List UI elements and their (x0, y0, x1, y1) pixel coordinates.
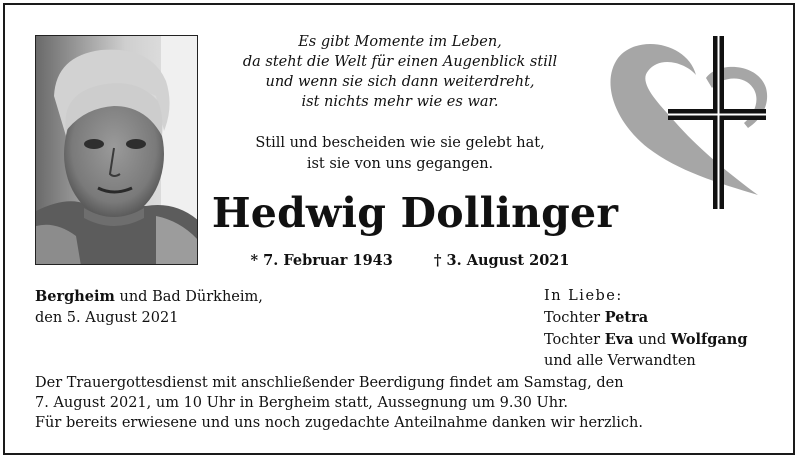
life-dates (200, 250, 620, 272)
relation-label: Tochter (544, 332, 605, 348)
quote-line: da steht die Welt für einen Augenblick still (242, 54, 558, 70)
mourner-name: Wolfgang (670, 331, 748, 348)
mourner-name: Eva (604, 331, 634, 348)
portrait-photo (35, 35, 198, 265)
town-rest: und Bad Dürkheim, (114, 289, 263, 305)
birth-date: * 7. Februar 1943 (250, 252, 393, 269)
cross-horizontal-gap (668, 114, 766, 116)
notice-line: 7. August 2021, um 10 Uhr in Bergheim statt, Aussegnung um 9.30 Uhr. (35, 395, 569, 411)
death-date: † 3. August 2021 (433, 252, 570, 269)
mourner-name: Petra (604, 309, 649, 326)
relation-label: Tochter (544, 310, 605, 326)
mourners-heading: In Liebe: (544, 288, 623, 304)
deceased-name: Hedwig Dollinger (211, 189, 619, 237)
quote-plain-line: ist sie von uns gegangen. (306, 156, 494, 172)
town-bold: Bergheim (35, 288, 115, 305)
mourner-line (544, 307, 747, 329)
mourners-list (544, 286, 747, 372)
notice-line: Für bereits erwiesene und uns noch zugedachte Anteilnahme danken wir herzlich. (35, 415, 643, 431)
quote-italic (200, 32, 600, 112)
quote-line: Es gibt Momente im Leben, (298, 34, 502, 50)
quote-line: ist nichts mehr wie es war. (301, 94, 499, 110)
conjunction: und (633, 332, 671, 348)
service-notice (35, 373, 643, 433)
quote-plain-line: Still und bescheiden wie sie gelebt hat, (255, 135, 545, 151)
quote-plain (200, 133, 600, 175)
heart-cross-icon (608, 33, 770, 213)
date-line: den 5. August 2021 (35, 310, 179, 326)
mourner-line: und alle Verwandten (544, 353, 696, 369)
mourner-line (544, 329, 747, 351)
cross-vertical-gap (718, 36, 720, 209)
quote-line: und wenn sie sich dann weiterdreht, (265, 74, 535, 90)
place-line (35, 286, 263, 308)
place-and-date (35, 286, 263, 329)
portrait-image (36, 36, 198, 265)
notice-line: Der Trauergottesdienst mit anschließender Beerdigung findet am Samstag, den (35, 375, 624, 391)
